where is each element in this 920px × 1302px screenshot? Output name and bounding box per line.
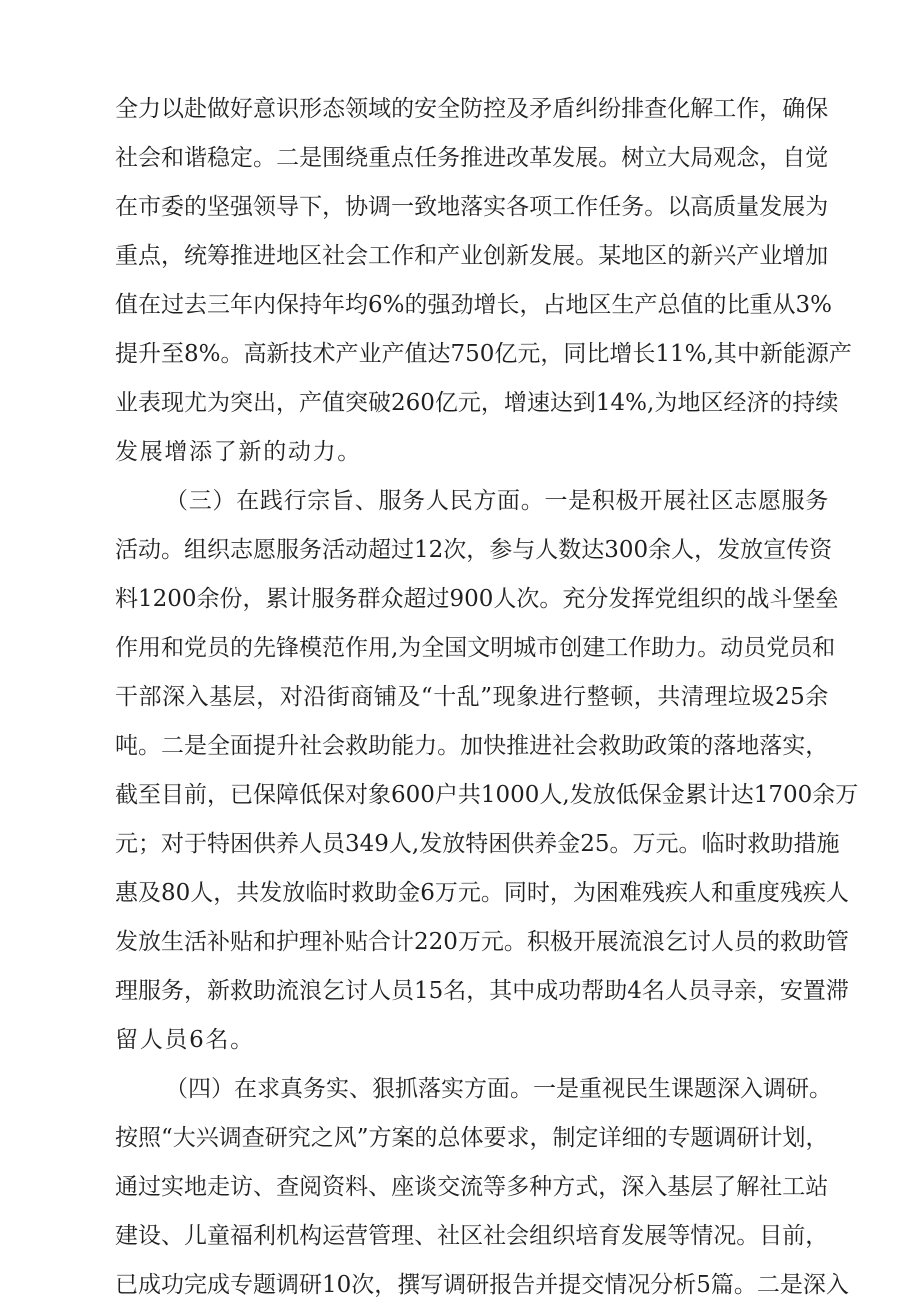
text-line: 干部深入基层，对沿街商铺及“十乱”现象进行整顿，共清理垃圾25余	[115, 684, 829, 710]
text-line: 业表现尤为突出，产值突破260亿元，增速达到14%,为地区经济的持续	[115, 390, 839, 416]
text-line: 按照“大兴调查研究之风”方案的总体要求，制定详细的专题调研计划，	[115, 1125, 829, 1151]
text-line: 通过实地走访、查阅资料、座谈交流等多种方式，深入基层了解社工站	[115, 1174, 829, 1200]
text-line: 值在过去三年内保持年均6%的强劲增长，占地区生产总值的比重从3%	[115, 292, 832, 318]
text-line: 料1200余份，累计服务群众超过900人次。充分发挥党组织的战斗堡垒	[115, 586, 839, 612]
text-line: 吨。二是全面提升社会救助能力。加快推进社会救助政策的落地落实，	[115, 733, 829, 759]
text-line: 提升至8%。高新技术产业产值达750亿元，同比增长11%,其中新能源产	[115, 341, 852, 367]
text-line: 发展增添了新的动力。	[115, 439, 362, 465]
text-line: 惠及80人，共发放临时救助金6万元。同时，为困难残疾人和重度残疾人	[115, 880, 849, 906]
text-line: 发放生活补贴和护理补贴合计220万元。积极开展流浪乞讨人员的救助管	[115, 929, 849, 955]
text-line: 元；对于特困供养人员349人,发放特困供养金25。万元。临时救助措施	[115, 831, 840, 857]
text-line: 活动。组织志愿服务活动超过12次，参与人数达300余人，发放宣传资	[115, 537, 833, 563]
text-line: 截至目前，已保障低保对象600户共1000人,发放低保金累计达1700余万	[115, 782, 859, 808]
text-line: 建设、儿童福利机构运营管理、社区社会组织培育发展等情况。目前，	[115, 1223, 829, 1249]
text-line: 作用和党员的先锋模范作用,为全国文明城市创建工作助力。动员党员和	[115, 635, 836, 661]
section-heading-4: （四）在求真务实、狠抓落实方面。一是重视民生课题深入调研。	[165, 1076, 832, 1102]
text-line: 留人员6名。	[115, 1027, 255, 1053]
text-line: 在市委的坚强领导下，协调一致地落实各项工作任务。以高质量发展为	[115, 194, 829, 220]
text-line: 全力以赴做好意识形态领域的安全防控及矛盾纠纷排查化解工作，确保	[115, 96, 829, 122]
section-heading-3: （三）在践行宗旨、服务人民方面。一是积极开展社区志愿服务	[165, 488, 830, 514]
text-line: 理服务，新救助流浪乞讨人员15名，其中成功帮助4名人员寻亲，安置滞	[115, 978, 849, 1004]
text-line: 已成功完成专题调研10次，撰写调研报告并提交情况分析5篇。二是深入	[115, 1272, 849, 1298]
text-line: 社会和谐稳定。二是围绕重点任务推进改革发展。树立大局观念，自觉	[115, 145, 829, 171]
text-line: 重点，统筹推进地区社会工作和产业创新发展。某地区的新兴产业增加	[115, 243, 829, 269]
